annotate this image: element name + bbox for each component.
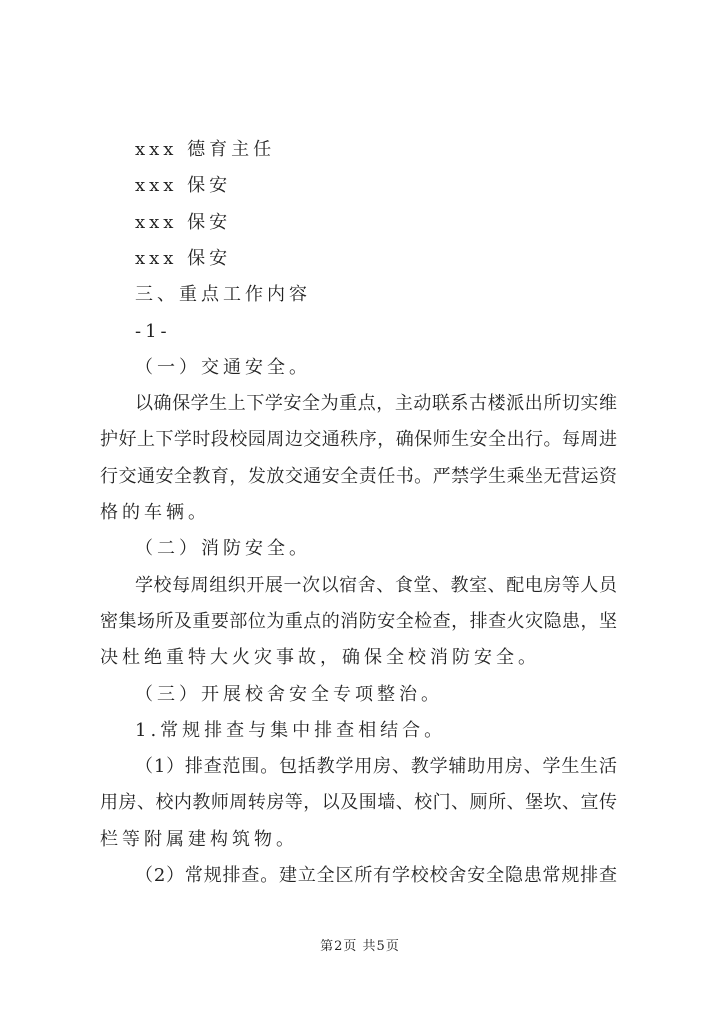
text-line: 学校每周组织开展一次以宿舍、食堂、教室、配电房等人员 [135,574,617,596]
text-line: -1- [135,320,171,342]
text-line: 1.常规排查与集中排查相结合。 [135,719,447,741]
text-line: 用房、校内教师周转房等，以及围墙、校门、厕所、堡坎、宣传 [100,792,617,814]
text-line: （1）排查范围。包括教学用房、教学辅助用房、学生生活 [135,756,617,778]
text-line: xxx 保安 [135,175,232,197]
text-line: xxx 保安 [135,211,232,233]
text-line: xxx 保安 [135,247,232,269]
text-line: （一）交通安全。 [135,356,311,378]
text-line: 行交通安全教育，发放交通安全责任书。严禁学生乘坐无营运资 [100,465,617,487]
text-line: 三、重点工作内容 [135,284,311,306]
text-line: 格的车辆。 [100,502,210,523]
text-line: 栏等附属建构筑物。 [100,828,298,850]
text-line: 护好上下学时段校园周边交通秩序，确保师生安全出行。每周进 [100,429,617,451]
text-line: 密集场所及重要部位为重点的消防安全检查，排查火灾隐患，坚 [100,610,617,632]
text-line: 决杜绝重特大火灾事故，确保全校消防安全。 [100,647,540,669]
text-line: （二）消防安全。 [135,538,311,560]
text-line: （三）开展校舍安全专项整治。 [135,683,443,705]
text-line: 以确保学生上下学安全为重点，主动联系古楼派出所切实维 [135,393,617,415]
text-line: （2）常规排查。建立全区所有学校校舍安全隐患常规排查 [135,865,617,886]
text-line: xxx 德育主任 [135,139,276,160]
page-footer: 第2页 共5页 [320,939,400,954]
